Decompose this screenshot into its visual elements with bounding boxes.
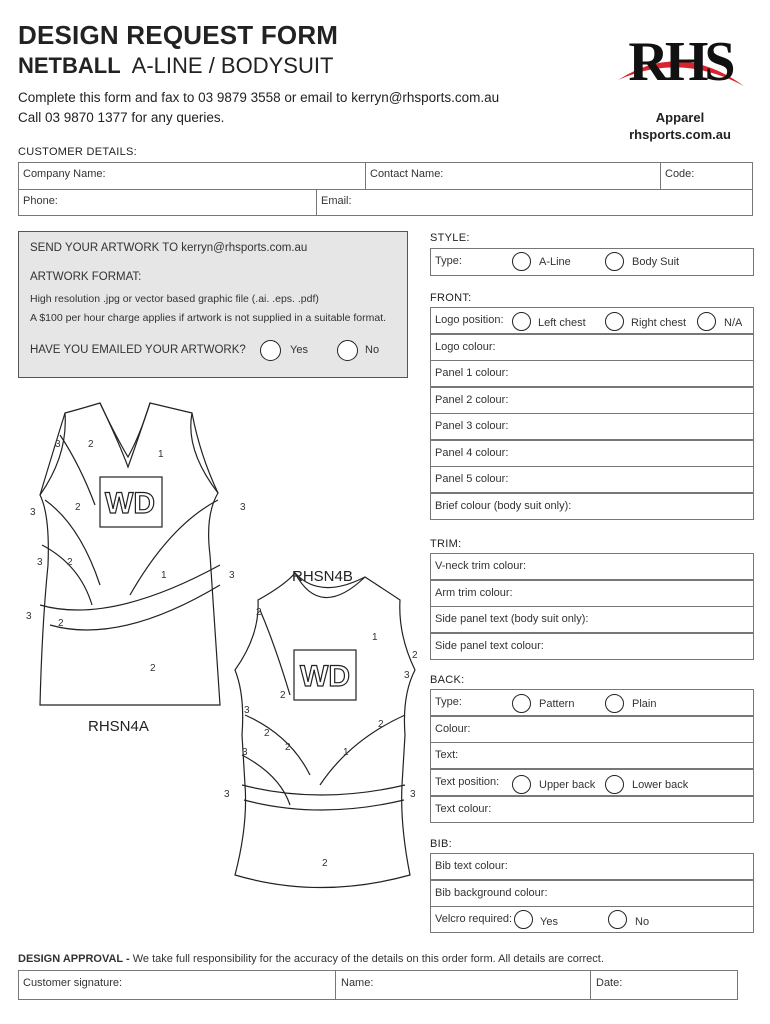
panel-number: 3 — [410, 789, 416, 800]
bib-bg-colour-row[interactable] — [430, 880, 754, 907]
panel-number: 2 — [256, 607, 262, 618]
style-type-row — [430, 248, 754, 276]
intro-text — [18, 88, 499, 128]
arm-trim-label: Arm trim colour: — [435, 587, 513, 599]
panel-number: 3 — [242, 747, 248, 758]
emailed-yes-radio[interactable] — [260, 340, 281, 361]
side-panel-text-label: Side panel text (body suit only): — [435, 613, 589, 625]
logo-colour-row[interactable] — [430, 334, 754, 361]
front-heading: FRONT: — [430, 292, 472, 304]
code-field[interactable]: Code: — [665, 168, 695, 180]
artwork-format-line-1: High resolution .jpg or vector based graphic file (.ai. .eps. .pdf) — [30, 293, 319, 305]
form-title: DESIGN REQUEST FORM — [18, 20, 339, 50]
panel-number: 3 — [224, 789, 230, 800]
side-panel-text-colour-label: Side panel text colour: — [435, 640, 544, 652]
panel-3-colour-row[interactable] — [430, 413, 754, 440]
company-name-field[interactable]: Company Name: — [23, 168, 106, 180]
panel-3-colour-label: Panel 3 colour: — [435, 420, 509, 432]
logo-tag-apparel: Apparel — [655, 110, 705, 125]
subtitle-sport: NETBALL — [18, 53, 121, 78]
panel-5-colour-row[interactable] — [430, 466, 754, 493]
back-type-row — [430, 689, 754, 716]
panel-number: 3 — [55, 439, 61, 450]
panel-number: 2 — [264, 728, 270, 739]
vneck-trim-row[interactable] — [430, 553, 754, 580]
panel-number: 2 — [285, 742, 291, 753]
panel-number: 2 — [378, 719, 384, 730]
bib-text-colour-label: Bib text colour: — [435, 860, 508, 872]
panel-number: 2 — [58, 618, 64, 629]
logo-text: RHS — [628, 31, 732, 93]
back-plain-radio[interactable] — [605, 694, 624, 713]
panel-number: 1 — [161, 570, 167, 581]
logo-left-chest-radio[interactable] — [512, 312, 531, 331]
bib-heading: BIB: — [430, 838, 452, 850]
back-colour-row[interactable] — [430, 716, 754, 743]
bodysuit-emblem: WD — [300, 660, 350, 693]
side-panel-text-row[interactable] — [430, 606, 754, 633]
back-lower-label: Lower back — [632, 779, 689, 791]
form-subtitle — [18, 53, 333, 79]
aline-emblem: WD — [105, 487, 155, 520]
back-text-position-label: Text position: — [435, 776, 500, 788]
panel-1-colour-label: Panel 1 colour: — [435, 367, 509, 379]
vneck-trim-label: V-neck trim colour: — [435, 560, 527, 572]
rhs-logo — [610, 22, 750, 142]
panel-number: 3 — [229, 570, 235, 581]
velcro-row — [430, 906, 754, 933]
back-upper-label: Upper back — [539, 779, 596, 791]
velcro-no-radio[interactable] — [608, 910, 627, 929]
panel-2-colour-row[interactable] — [430, 387, 754, 414]
emailed-yes-label: Yes — [290, 344, 308, 356]
brief-colour-row[interactable] — [430, 493, 754, 520]
logo-colour-label: Logo colour: — [435, 341, 496, 353]
bib-text-colour-row[interactable] — [430, 853, 754, 880]
bodysuit-model-code: RHSN4B — [292, 568, 353, 585]
panel-number: 2 — [322, 858, 328, 869]
style-bodysuit-radio[interactable] — [605, 252, 624, 271]
back-colour-label: Colour: — [435, 723, 471, 735]
panel-4-colour-row[interactable] — [430, 440, 754, 467]
approval-date-field[interactable]: Date: — [596, 977, 623, 989]
panel-number: 2 — [75, 502, 81, 513]
brief-colour-label: Brief colour (body suit only): — [435, 500, 572, 512]
back-upper-radio[interactable] — [512, 775, 531, 794]
back-lower-radio[interactable] — [605, 775, 624, 794]
contact-name-field[interactable]: Contact Name: — [370, 168, 444, 180]
style-type-label: Type: — [435, 255, 462, 267]
style-aline-radio[interactable] — [512, 252, 531, 271]
side-panel-text-colour-row[interactable] — [430, 633, 754, 660]
approval-name-field[interactable]: Name: — [341, 977, 374, 989]
back-type-label: Type: — [435, 696, 462, 708]
logo-na-label: N/A — [724, 317, 743, 329]
logo-left-chest-label: Left chest — [538, 317, 586, 329]
bodysuit-dress-outline — [235, 573, 415, 888]
style-aline-label: A-Line — [539, 256, 571, 268]
email-field[interactable]: Email: — [321, 195, 352, 207]
customer-signature-field[interactable]: Customer signature: — [23, 977, 123, 989]
back-text-label: Text: — [435, 749, 459, 761]
aline-model-code: RHSN4A — [88, 718, 149, 735]
panel-number: 2 — [280, 690, 286, 701]
panel-number: 1 — [343, 747, 349, 758]
approval-table — [18, 970, 738, 1000]
back-text-colour-label: Text colour: — [435, 803, 492, 815]
intro-line-2: Call 03 9870 1377 for any queries. — [18, 110, 225, 125]
emailed-no-label: No — [365, 344, 380, 356]
customer-details-heading: CUSTOMER DETAILS: — [18, 146, 137, 158]
velcro-label: Velcro required: — [435, 913, 513, 925]
back-plain-label: Plain — [632, 698, 657, 710]
logo-right-chest-label: Right chest — [631, 317, 687, 329]
garment-illustrations — [20, 395, 425, 940]
panel-number: 3 — [244, 705, 250, 716]
rhs-logo-mark — [610, 22, 750, 94]
velcro-yes-radio[interactable] — [514, 910, 533, 929]
arm-trim-row[interactable] — [430, 580, 754, 607]
panel-2-colour-label: Panel 2 colour: — [435, 394, 509, 406]
trim-heading: TRIM: — [430, 538, 462, 550]
emailed-artwork-question: HAVE YOU EMAILED YOUR ARTWORK? — [30, 344, 246, 356]
aline-dress-outline — [40, 403, 220, 705]
logo-position-label: Logo position: — [435, 314, 504, 326]
panel-number: 3 — [30, 507, 36, 518]
panel-number: 3 — [37, 557, 43, 568]
panel-number: 1 — [372, 632, 378, 643]
artwork-format-line-2: A $100 per hour charge applies if artwork is not supplied in a suitable format. — [30, 312, 387, 324]
back-heading: BACK: — [430, 674, 465, 686]
panel-number: 2 — [88, 439, 94, 450]
back-text-colour-row[interactable] — [430, 796, 754, 823]
style-heading: STYLE: — [430, 232, 470, 244]
logo-tag-url: rhsports.com.au — [629, 127, 731, 142]
panel-number: 3 — [240, 502, 246, 513]
panel-4-colour-label: Panel 4 colour: — [435, 447, 509, 459]
back-text-row[interactable] — [430, 742, 754, 769]
design-approval-text — [18, 953, 604, 965]
logo-right-chest-radio[interactable] — [605, 312, 624, 331]
send-artwork-text: SEND YOUR ARTWORK TO kerryn@rhsports.com.au — [30, 242, 308, 254]
panel-number: 2 — [67, 557, 73, 568]
panel-5-colour-label: Panel 5 colour: — [435, 473, 509, 485]
panel-number: 1 — [158, 449, 164, 460]
velcro-yes-label: Yes — [540, 916, 558, 928]
back-pattern-label: Pattern — [539, 698, 575, 710]
bib-bg-colour-label: Bib background colour: — [435, 887, 548, 899]
velcro-no-label: No — [635, 916, 650, 928]
style-bodysuit-label: Body Suit — [632, 256, 680, 268]
subtitle-style: A-LINE / BODYSUIT — [131, 53, 334, 78]
panel-number: 3 — [404, 670, 410, 681]
panel-number: 2 — [150, 663, 156, 674]
design-approval-heading: DESIGN APPROVAL - — [18, 953, 130, 965]
intro-line-1: Complete this form and fax to 03 9879 3558 or email to kerryn@rhsports.com.au — [18, 90, 500, 105]
design-approval-statement: We take full responsibility for the accuracy of the details on this order form. All details are correct. — [132, 953, 604, 965]
back-pattern-radio[interactable] — [512, 694, 531, 713]
panel-number: 2 — [412, 650, 418, 661]
panel-number: 3 — [26, 611, 32, 622]
panel-1-colour-row[interactable] — [430, 360, 754, 387]
phone-field[interactable]: Phone: — [23, 195, 58, 207]
logo-na-radio[interactable] — [697, 312, 716, 331]
emailed-no-radio[interactable] — [337, 340, 358, 361]
artwork-format-heading: ARTWORK FORMAT: — [30, 271, 142, 283]
